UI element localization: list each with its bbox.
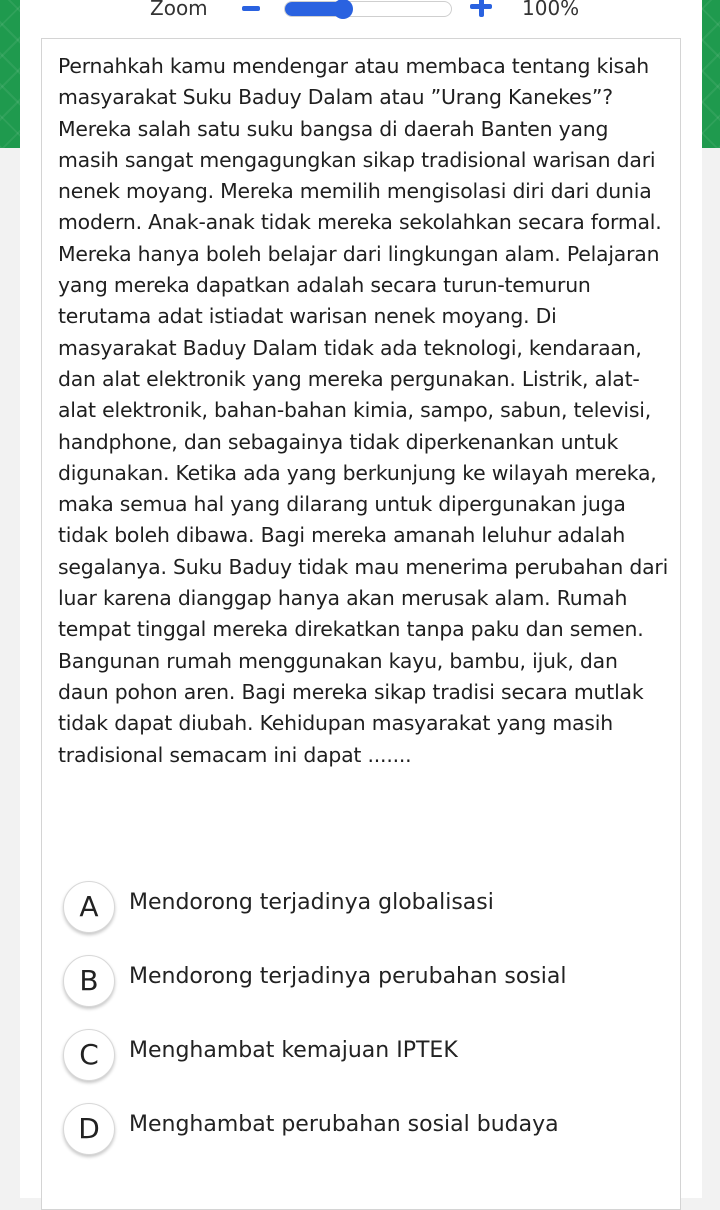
question-passage: Pernahkah kamu mendengar atau membaca tentang kisah masyarakat Suku Baduy Dalam atau ”Urang Kanekes”? Mereka salah satu suku bangsa di daerah Banten yang masih sangat mengagungkan sikap tradisional warisan dari nenek moyang. Mereka memilih mengisolasi diri dari dunia modern. Anak-anak tidak mereka sekolahkan secara formal. Mereka hanya boleh belajar dari lingkungan alam. Pelajaran yang mereka dapatkan adalah secara turun-temurun terutama adat istiadat warisan nenek moyang. Di masyarakat Baduy Dalam tidak ada teknologi, kendaraan, dan alat elektronik yang mereka pergunakan. Listrik, alat-alat elektronik, bahan-bahan kimia, sampo, sabun, televisi, handphone, dan sebagainya tidak diperkenankan untuk digunakan. Ketika ada yang berkunjung ke wilayah mereka, maka semua hal yang dilarang untuk dipergunakan juga tidak boleh dibawa. Bagi mereka amanah leluhur adalah segalanya. Suku Baduy tidak mau menerima perubahan dari luar karena dianggap hanya akan merusak alam. Rumah tempat tinggal mereka direkatkan tanpa paku dan semen. Bangunan rumah menggunakan kayu, bambu, ijuk, dan daun pohon aren. Bagi mereka sikap tradisi secara mutlak tidak dapat diubah. Kehidupan masyarakat yang masih tradisional semacam ini dapat ....... [58,54,669,767]
option-letter[interactable]: C [63,1029,115,1081]
zoom-out-icon[interactable] [242,6,260,11]
zoom-slider-thumb[interactable] [333,0,353,19]
option-c[interactable] [63,1029,663,1081]
option-b[interactable] [63,955,663,1007]
option-text: Menghambat kemajuan IPTEK [129,1038,458,1063]
question-card [41,38,681,1210]
option-a[interactable] [63,881,663,933]
option-text: Mendorong terjadinya perubahan sosial [129,964,567,989]
option-text: Menghambat perubahan sosial budaya [129,1112,559,1137]
option-d[interactable] [63,1103,663,1155]
zoom-label: Zoom [150,0,208,20]
quiz-page [20,0,702,1198]
option-letter[interactable]: D [63,1103,115,1155]
option-letter[interactable]: A [63,881,115,933]
zoom-slider[interactable] [284,1,452,17]
zoom-value: 100% [522,0,580,20]
zoom-control [20,0,702,22]
option-letter[interactable]: B [63,955,115,1007]
zoom-in-icon[interactable] [470,0,494,18]
option-text: Mendorong terjadinya globalisasi [129,890,494,915]
